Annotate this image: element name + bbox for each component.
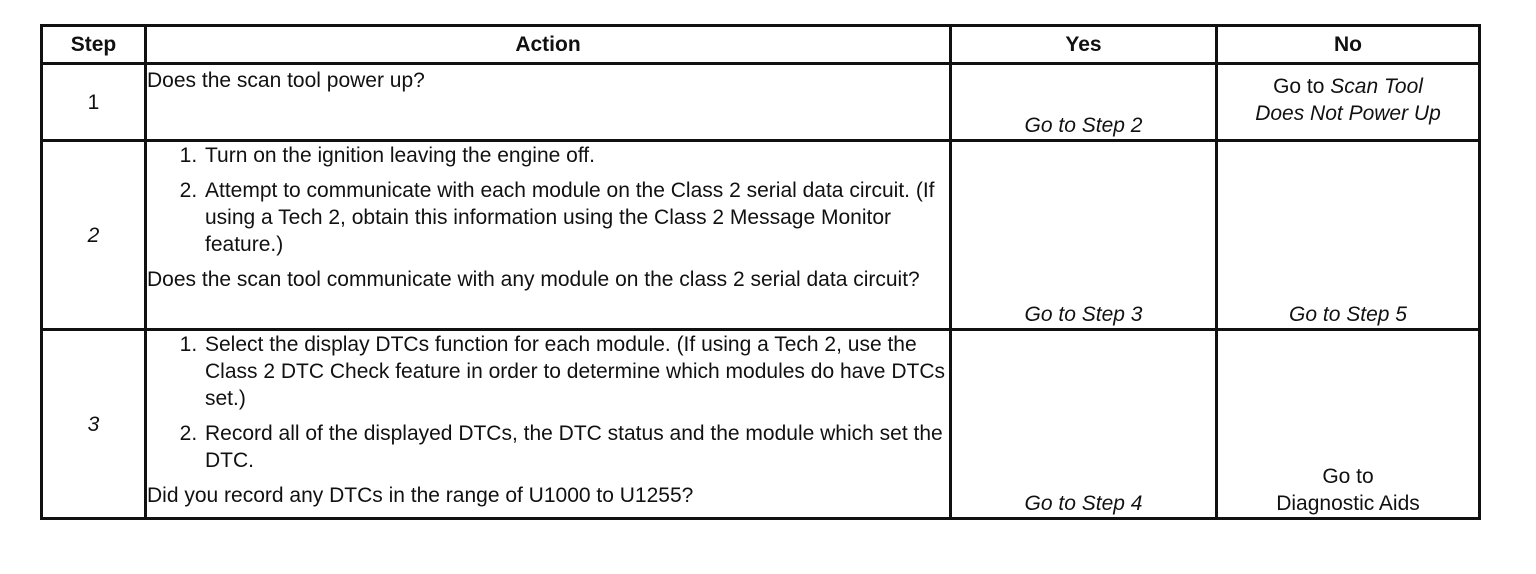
step-question: Does the scan tool communicate with any module on the class 2 serial data circuit?: [147, 268, 920, 291]
action-step-item: 2. Attempt to communicate with each module on the Class 2 serial data circuit. (If using a Tech 2, obtain this information using the Class 2 Message Monitor feature.): [203, 177, 949, 258]
header-step: Step: [42, 26, 146, 64]
header-row: [42, 26, 1480, 64]
header-yes: Yes: [951, 26, 1217, 64]
yes-cell: Go to Step 2: [951, 64, 1217, 141]
action-steps-list: [147, 331, 949, 474]
no-cell: [1217, 330, 1480, 519]
diagnostic-table: [40, 24, 1481, 520]
no-ref-line-2: Does Not Power Up: [1255, 102, 1441, 125]
table-row-step-2: [42, 141, 1480, 330]
action-cell: [146, 64, 951, 141]
no-cell: Go to Step 5: [1217, 141, 1480, 330]
step-question: Does the scan tool power up?: [147, 69, 425, 92]
table-row-step-1: [42, 64, 1480, 141]
step-question: Did you record any DTCs in the range of U1000 to U1255?: [147, 484, 694, 507]
action-cell: [146, 330, 951, 519]
step-number: 3: [42, 330, 146, 519]
action-steps-list: [147, 142, 949, 258]
no-cell: [1217, 64, 1480, 141]
no-line-1: [1218, 73, 1478, 100]
no-line-1: Go to: [1322, 465, 1374, 488]
no-line-2: Diagnostic Aids: [1276, 492, 1420, 515]
header-no: No: [1217, 26, 1480, 64]
header-action: Action: [146, 26, 951, 64]
no-prefix: Go to: [1273, 75, 1325, 98]
step-number: 1: [42, 64, 146, 141]
action-step-item: 1. Turn on the ignition leaving the engine off.: [203, 142, 949, 169]
yes-cell: Go to Step 4: [951, 330, 1217, 519]
action-cell: [146, 141, 951, 330]
action-step-item: 1. Select the display DTCs function for each module. (If using a Tech 2, use the Class 2 DTC Check feature in order to determine which modules do have DTCs set.): [203, 331, 949, 412]
step-number: 2: [42, 141, 146, 330]
no-ref-line-1: Scan Tool: [1330, 75, 1423, 98]
table-row-step-3: [42, 330, 1480, 519]
yes-cell: Go to Step 3: [951, 141, 1217, 330]
action-step-item: 2. Record all of the displayed DTCs, the DTC status and the module which set the DTC.: [203, 420, 949, 474]
